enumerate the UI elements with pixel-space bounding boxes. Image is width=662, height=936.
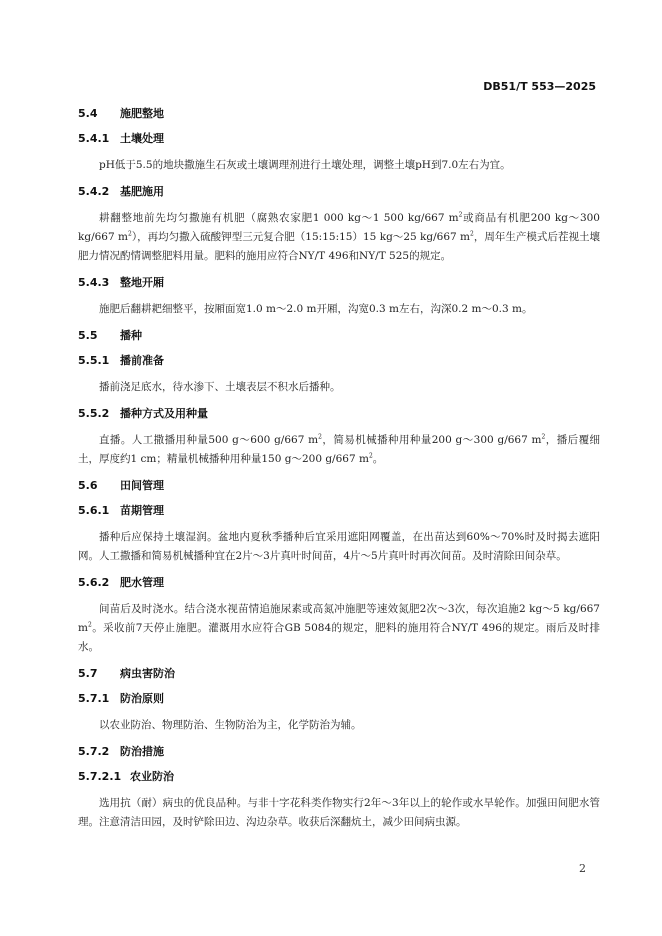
section-heading-5-7-1: 5.7.1 防治原则 — [78, 692, 164, 705]
section-heading-5-5-1: 5.5.1 播前准备 — [78, 354, 164, 367]
paragraph-sowing-method: 直播。人工撒播用种量500 g～600 g/667 $m^2$，简易机械播种用种量200 g～300 g/667 $m^2$，播后覆细土，厚度约1 cm；精量机械播种用种量150 g～200 g/667 $m^2$。 — [78, 433, 601, 465]
paragraph-agricultural-control: 选用抗（耐）病虫的优良品种。与非十字花科类作物实行2年～3年以上的轮作或水旱轮作。加强田间肥水管理。注意清洁田园，及时铲除田边、沟边杂草。收获后深翻炕土，减少田间病虫源。 — [78, 797, 600, 828]
document-code: DB51/T 553—2025 — [483, 80, 596, 93]
section-heading-5-5: 5.5 播种 — [78, 329, 142, 342]
section-heading-5-7-2-1: 5.7.2.1 农业防治 — [78, 770, 174, 783]
document-body — [78, 107, 600, 832]
section-heading-5-7: 5.7 病虫害防治 — [78, 667, 175, 680]
section-heading-5-6-1: 5.6.1 苗期管理 — [78, 504, 164, 517]
paragraph-sowing-preparation: 播前浇足底水，待水渗下、土壤表层不积水后播种。 — [99, 381, 341, 393]
section-heading-5-4-3: 5.4.3 整地开厢 — [78, 276, 164, 289]
section-heading-5-6: 5.6 田间管理 — [78, 479, 164, 492]
section-heading-5-4-1: 5.4.1 土壤处理 — [78, 132, 164, 145]
paragraph-soil-treatment: pH低于5.5的地块撒施生石灰或土壤调理剂进行土壤处理，调整土壤pH到7.0左右为宜。 — [99, 159, 511, 171]
section-heading-5-6-2: 5.6.2 肥水管理 — [78, 576, 164, 589]
section-heading-5-4: 5.4 施肥整地 — [78, 107, 164, 120]
page-number: 2 — [579, 862, 586, 875]
paragraph-control-principle: 以农业防治、物理防治、生物防治为主，化学防治为辅。 — [99, 719, 362, 731]
section-heading-5-7-2: 5.7.2 防治措施 — [78, 745, 164, 758]
paragraph-fertilizer-water: 间苗后及时浇水。结合浇水视苗情追施尿素或高氮冲施肥等速效氮肥2次～3次，每次追施2 kg～5 kg/667 $m^2$。采收前7天停止施肥。灌溉用水应符合GB 5084的规定，肥料的施用符合NY/T 496的规定。雨后及时排水。 — [78, 603, 600, 653]
paragraph-land-preparation: 施肥后翻耕耙细整平，按厢面宽1.0 m～2.0 m开厢，沟宽0.3 m左右，沟深0.2 m～0.3 m。 — [99, 303, 533, 315]
section-heading-5-5-2: 5.5.2 播种方式及用种量 — [78, 407, 208, 420]
paragraph-seedling-management: 播种后应保持土壤湿润。盆地内夏秋季播种后宜采用遮阳网覆盖，在出苗达到60%～70%时及时揭去遮阳网。人工撒播和简易机械播种宜在2片～3片真叶时间苗，4片～5片真叶时再次间苗。及时清除田间杂草。 — [78, 531, 600, 562]
section-heading-5-4-2: 5.4.2 基肥施用 — [78, 185, 164, 198]
paragraph-base-fertilizer: 耕翻整地前先均匀撒施有机肥（腐熟农家肥1 000 kg～1 500 kg/667 $m^2$或商品有机肥200 kg～300 kg/667 $m^2$），再均匀撒入硫酸钾型三元复合肥（15:15:15）15 kg～25 kg/667 $m^2$，周年生产模式后茬视土壤肥力情况酌情调整肥料用量。肥料的施用应符合NY/T 496和NY/T 525的规定。 — [78, 211, 600, 262]
